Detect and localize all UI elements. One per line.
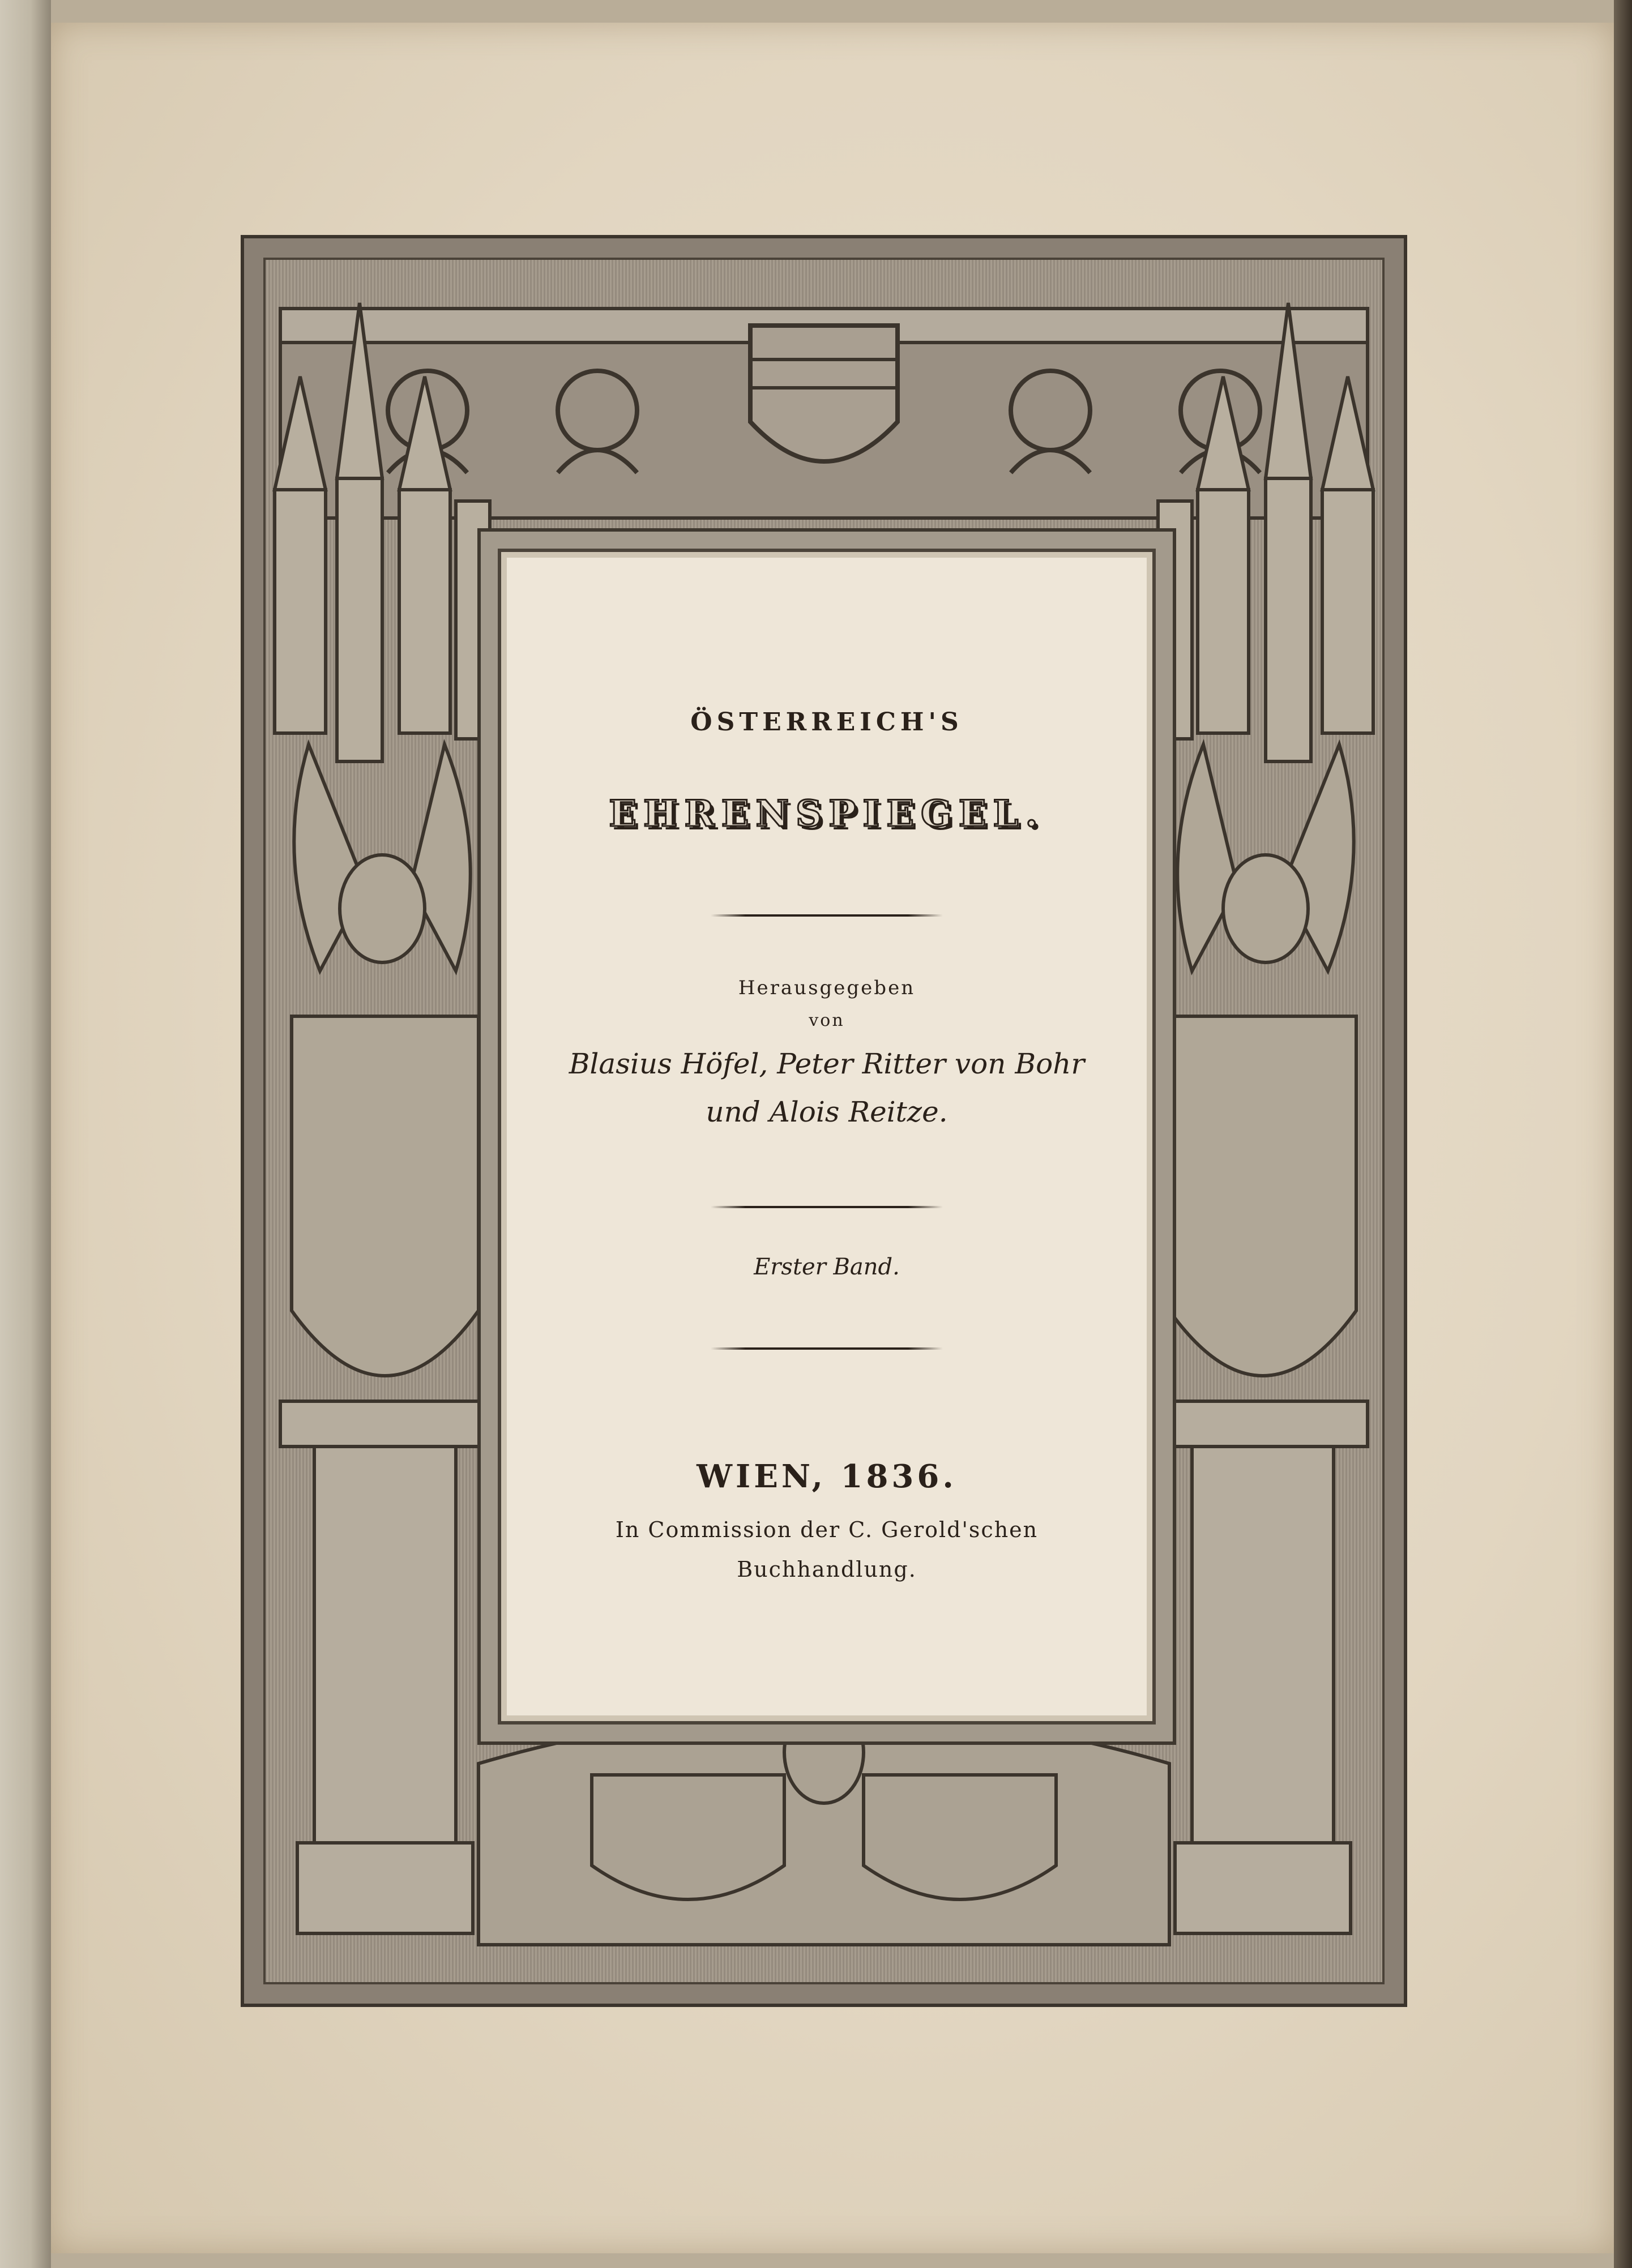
editors-label: Herausgegeben: [738, 977, 916, 999]
book-spine-edge: [0, 0, 51, 2268]
place-year: WIEN, 1836.: [697, 1458, 957, 1495]
editors-names-line1: Blasius Höfel, Peter Ritter von Bohr: [569, 1047, 1085, 1080]
title-text-block: [507, 558, 1147, 1715]
publisher-line1: In Commission der C. Gerold'schen: [615, 1517, 1039, 1542]
divider-rule: [711, 914, 943, 917]
coat-of-arms-icon: [750, 326, 898, 461]
title-panel: [507, 558, 1147, 1715]
angel-icon: [1169, 744, 1356, 1376]
publisher-line2: Buchhandlung.: [737, 1557, 917, 1582]
divider-rule: [711, 1347, 943, 1350]
bottom-cartouche: [479, 1701, 1169, 1945]
book-fore-edge: [1614, 0, 1632, 2268]
book-subtitle: EHRENSPIEGEL.: [609, 793, 1045, 835]
volume-label: Erster Band.: [754, 1254, 900, 1280]
angel-icon: [292, 744, 479, 1376]
book-title: ÖSTERREICH'S: [690, 708, 963, 737]
editors-names-line2: und Alois Reitze.: [706, 1096, 948, 1128]
editors-von: von: [809, 1011, 845, 1030]
divider-rule: [711, 1206, 943, 1208]
